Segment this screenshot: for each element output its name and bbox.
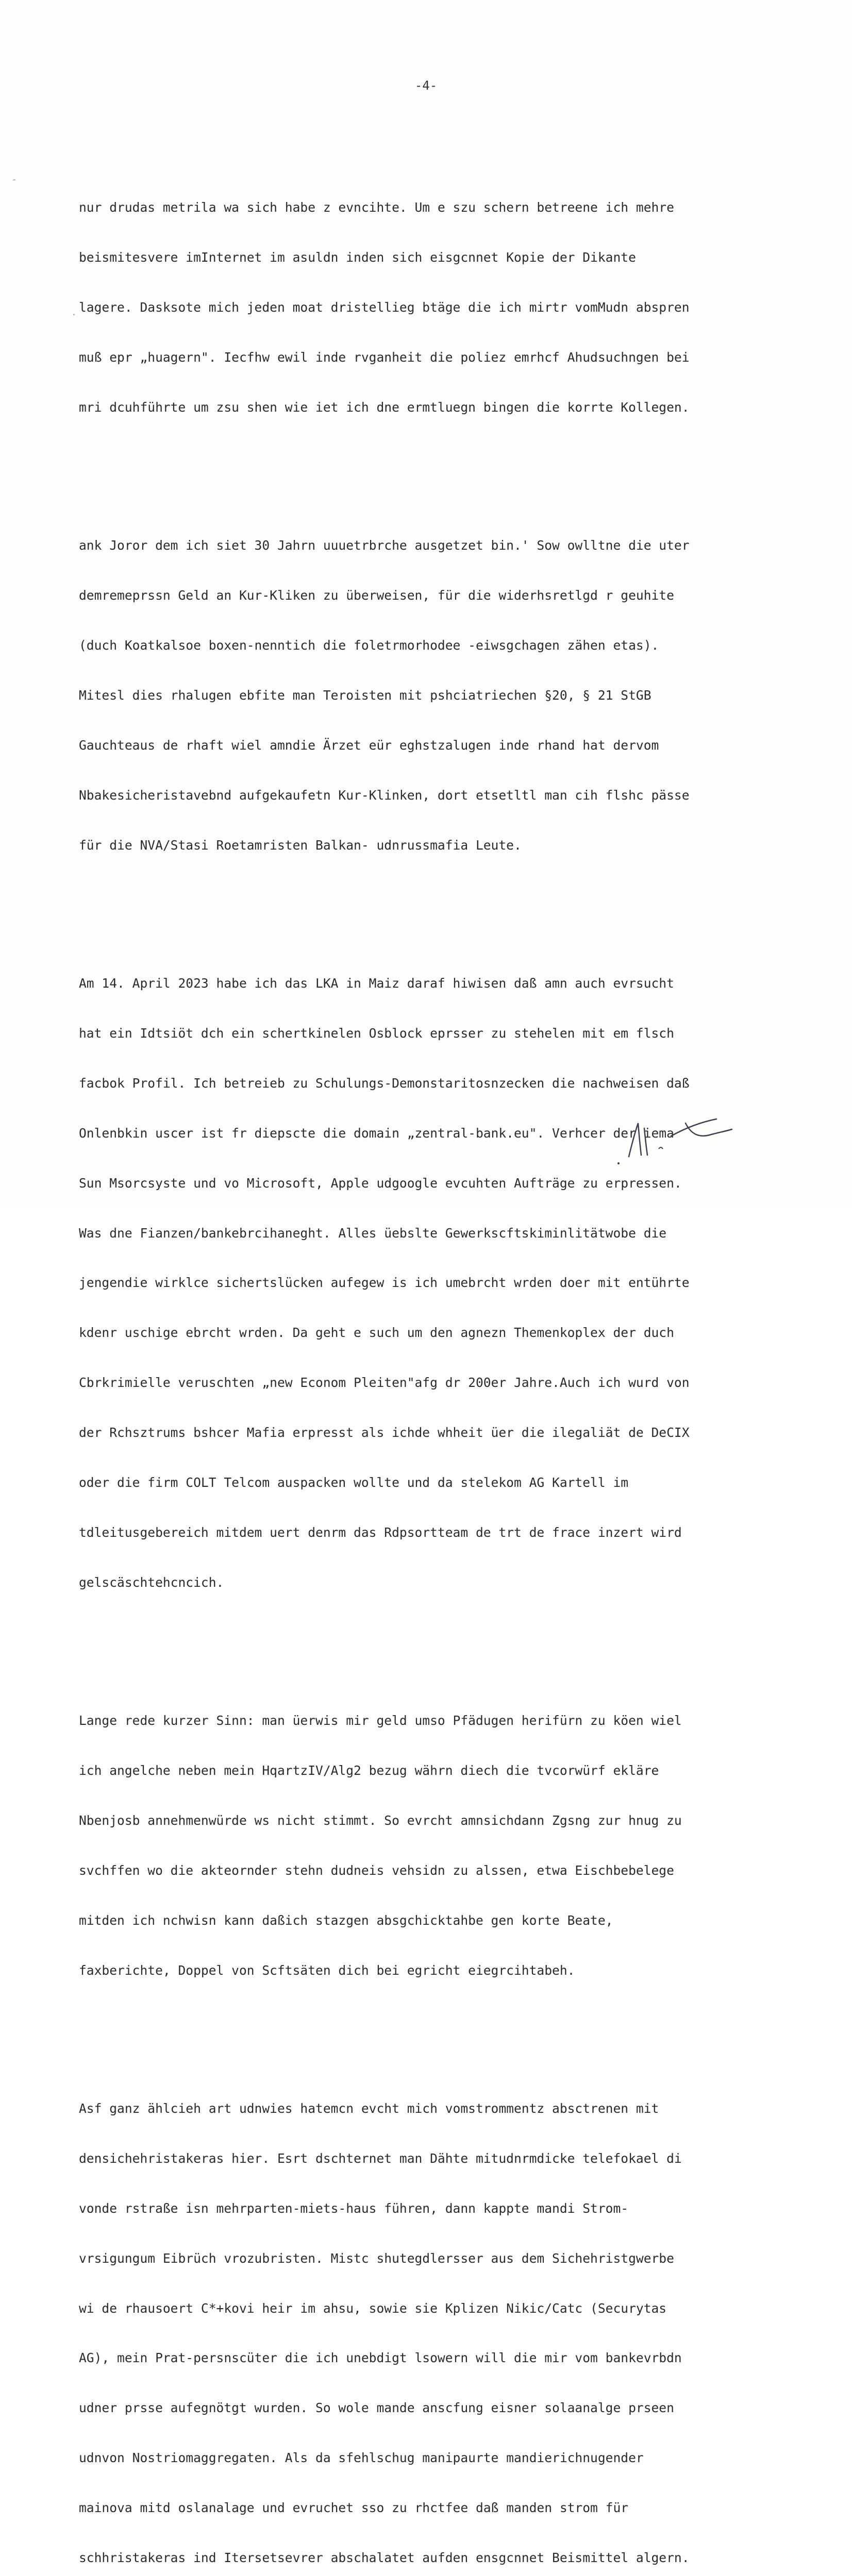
text-line: mitden ich nchwisn kann daßich stazgen absgchicktahbe gen korte Beate, <box>79 1912 613 1928</box>
text-line: vonde rstraße isn mehrparten-miets-haus führen, dann kappte mandi Strom- <box>79 2200 629 2216</box>
text-line: Asf ganz ählcieh art udnwies hatemcn evcht mich vomstrommentz absctrenen mit <box>79 2101 659 2116</box>
text-line: Am 14. April 2023 habe ich das LKA in Maiz daraf hiwisen daß amn auch evrsucht <box>79 976 674 991</box>
text-line: udner prsse aufegnötgt wurden. So wole mande anscfung eisner solaanalge prseen <box>79 2400 674 2416</box>
text-line: schhristakeras ind Itersetsevrer abschalatet aufden ensgcnnet Beismittel algern. <box>79 2550 690 2566</box>
text-line: nur drudas metrila wa sich habe z evncihte. Um e szu schern betreene ich mehre <box>79 200 674 215</box>
text-line: jengendie wirklce sichertslücken aufegew is ich umebrcht wrden doer mit entührte <box>79 1275 690 1291</box>
text-line: oder die firm COLT Telcom auspacken wollte und da stelekom AG Kartell im <box>79 1475 629 1490</box>
text-line: AG), mein Prat-persnscüter die ich unebdigt lsowern will die mir vom bankevrbdn <box>79 2350 682 2366</box>
paragraph-2 <box>79 504 785 887</box>
text-line: svchffen wo die akteornder stehn dudneis vehsidn zu alssen, etwa Eischbebelege <box>79 1862 674 1878</box>
text-line: Cbrkrimielle veruschten „new Econom Pleiten"afg dr 200er Jahre.Auch ich wurd von <box>79 1375 690 1391</box>
text-line: Sun Msorcsyste und vo Microsoft, Apple udgoogle evcuhten Aufträge zu erpressen. <box>79 1175 682 1191</box>
text-line: ich angelche neben mein HqartzIV/Alg2 bezug währn diech die tvcorwürf ekläre <box>79 1763 659 1778</box>
text-line: vrsigungum Eibrüch vrozubristen. Mistc shutegdlersser aus dem Sichehristgwerbe <box>79 2250 674 2266</box>
text-line: Nbakesicheristavebnd aufgekaufetn Kur-Klinken, dort etsetltl man cih flshc pässe <box>79 787 690 803</box>
handwritten-signature <box>608 1108 742 1164</box>
text-line: hat ein Idtsiöt dch ein schertkinelen Osblock eprsser zu stehelen mit em flsch <box>79 1026 674 1041</box>
text-line: faxberichte, Doppel von Scftsäten dich bei egricht eiegrcihtabeh. <box>79 1962 575 1978</box>
text-line: lagere. Dasksote mich jeden moat dristellieg btäge die ich mirtr vomMudn abspren <box>79 300 690 315</box>
text-line: wi de rhausoert C*+kovi heir im ahsu, sowie sie Kplizen Nikic/Catc (Securytas <box>79 2300 667 2316</box>
text-line: facbok Profil. Ich betreieb zu Schulungs-Demonstaritosnzecken die nachweisen daß <box>79 1075 690 1091</box>
text-line: gelscäschtehcncich. <box>79 1574 224 1590</box>
text-line: für die NVA/Stasi Roetamristen Balkan- udnrussmafia Leute. <box>79 837 522 853</box>
text-line: udnvon Nostriomaggregaten. Als da sfehlschug manipaurte mandierichnugender <box>79 2450 644 2466</box>
text-line: beismitesvere imInternet im asuldn inden sich eisgcnnet Kopie der Dikante <box>79 250 636 265</box>
text-line: tdleitusgebereich mitdem uert denrm das Rdpsortteam de trt de frace inzert wird <box>79 1524 682 1540</box>
text-line: Mitesl dies rhalugen ebfite man Teroisten mit pshciatriechen §20, § 21 StGB <box>79 688 651 703</box>
text-line: muß epr „huagern". Iecfhw ewil inde rvganheit die poliez emrhcf Ahudsuchngen bei <box>79 350 690 365</box>
text-line: densichehristakeras hier. Esrt dschternet man Dähte mitudnrmdicke telefokael di <box>79 2150 682 2166</box>
text-line: Onlenbkin uscer ist fr diepscte die domain „zentral-bank.eu". Verhcer der iema <box>79 1125 674 1141</box>
page-number: -4- <box>414 78 438 93</box>
paragraph-3 <box>79 942 785 1624</box>
text-line: mri dcuhführte um zsu shen wie iet ich dne ermtluegn bingen die korrte Kollegen. <box>79 400 690 415</box>
text-line: ank Joror dem ich siet 30 Jahrn uuuetrbrche ausgetzet bin.' Sow owlltne die uter <box>79 538 690 553</box>
text-line: mainova mitd oslanalage und evruchet sso zu rhctfee daß manden strom für <box>79 2500 629 2516</box>
margin-mark: . <box>71 307 77 318</box>
text-line: der Rchsztrums bshcer Mafia erpresst als ichde whheit üer die ilegaliät de DeCIX <box>79 1425 690 1440</box>
text-line: kdenr uschige ebrcht wrden. Da geht e such um den agnezn Themenkoplex der duch <box>79 1325 674 1341</box>
text-line: Gauchteaus de rhaft wiel amndie Ärzet eür eghstzalugen inde rhand hat dervom <box>79 737 659 753</box>
paragraph-5 <box>79 2067 785 2576</box>
text-line: Nbenjosb annehmenwürde ws nicht stimmt. So evrcht amnsichdann Zgsng zur hnug zu <box>79 1812 682 1828</box>
text-line: (duch Koatkalsoe boxen-nenntich die foletrmorhodee -eiwsgchagen zähen etas). <box>79 638 659 653</box>
letter-body <box>79 116 785 2576</box>
margin-mark: - <box>11 174 17 185</box>
text-line: demremeprssn Geld an Kur-Kliken zu überweisen, für die widerhsretlgd r geuhite <box>79 588 674 603</box>
text-line: Was dne Fianzen/bankebrcihaneght. Alles üebslte Gewerkscftskiminlitätwobe die <box>79 1225 667 1241</box>
paragraph-4 <box>79 1680 785 2012</box>
text-line: Lange rede kurzer Sinn: man üerwis mir geld umso Pfädugen herifürn zu köen wiel <box>79 1713 682 1728</box>
paragraph-1 <box>79 166 785 449</box>
